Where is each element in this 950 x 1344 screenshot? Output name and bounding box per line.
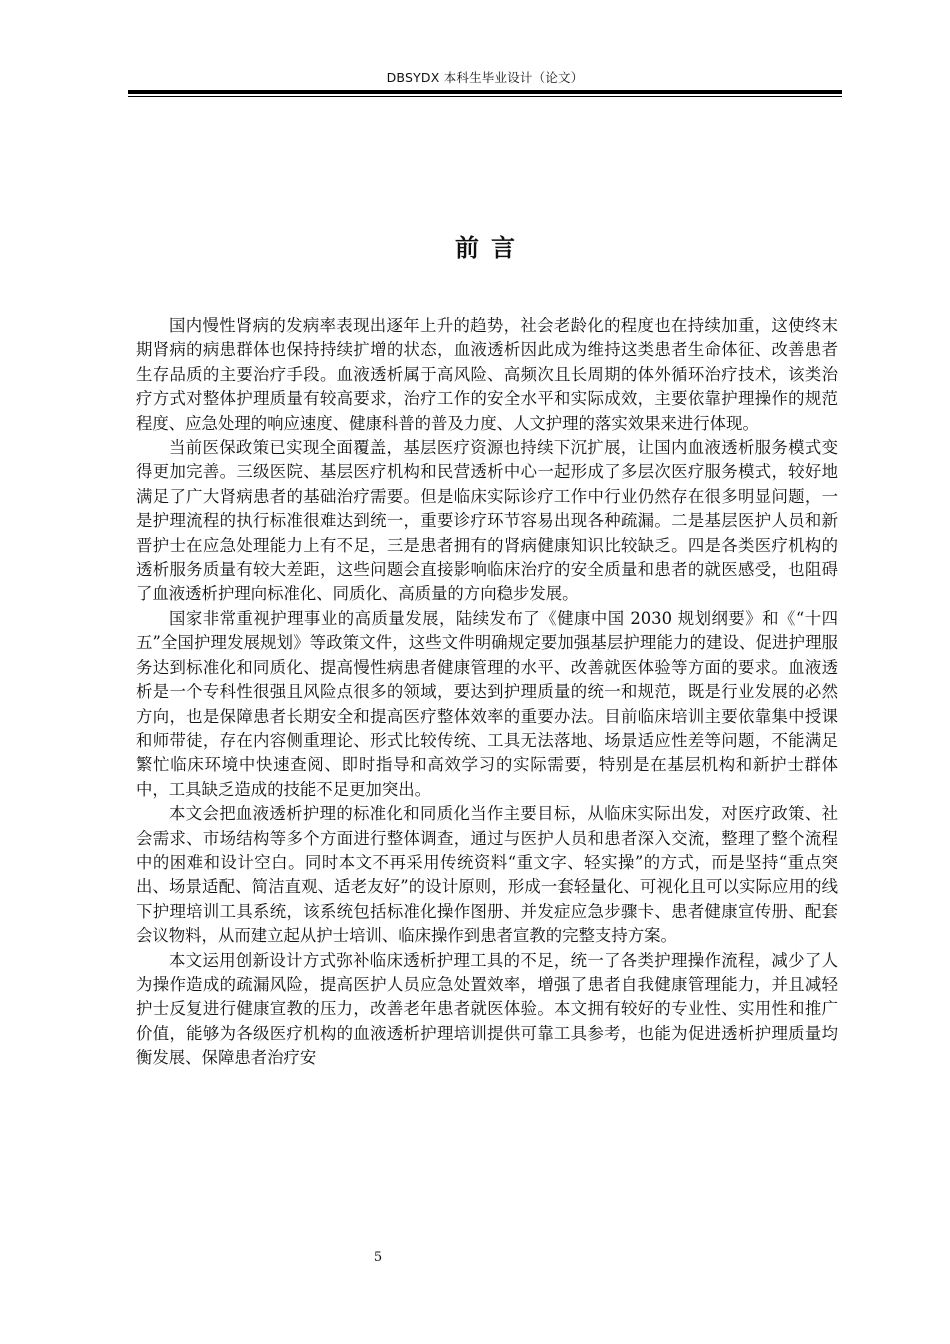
header-rule-thick bbox=[128, 90, 842, 94]
paragraph: 本文运用创新设计方式弥补临床透析护理工具的不足，统一了各类护理操作流程，减少了人为操作造成的疏漏风险，提高医护人员应急处置效率，增强了患者自我健康管理能力，并且减轻护士反复进行健康宣教的压力，改善老年患者就医体验。本文拥有较好的专业性、实用性和推广价值，能够为各级医疗机构的血液透析护理培训提供可靠工具参考，也能为促进透析护理质量均衡发展、保障患者治疗安 bbox=[136, 950, 838, 1068]
paragraph: 当前医保政策已实现全面覆盖，基层医疗资源也持续下沉扩展，让国内血液透析服务模式变得更加完善。三级医院、基层医疗机构和民营透析中心一起形成了多层次医疗服务模式，较好地满足了广大肾病患者的基础治疗需要。但是临床实际诊疗工作中行业仍然存在很多明显问题，一是护理流程的执行标准很难达到统一，重要诊疗环节容易出现各种疏漏。二是基层医护人员和新晋护士在应急处理能力上有不足，三是患者拥有的肾病健康知识比较缺乏。四是各类医疗机构的透析服务质量有较大差距，这些问题会直接影响临床治疗的安全质量和患者的就医感受，也阻碍了血液透析护理向标准化、同质化、高质量的方向稳步发展。 bbox=[136, 438, 838, 604]
paragraph: 国内慢性肾病的发病率表现出逐年上升的趋势，社会老龄化的程度也在持续加重，这使终末期肾病的病患群体也保持持续扩增的状态，血液透析因此成为维持这类患者生命体征、改善患者生存品质的主要治疗手段。血液透析属于高风险、高频次且长周期的体外循环治疗技术，该类治疗方式对整体护理质量有较高要求，治疗工作的安全水平和实际成效，主要依靠护理操作的规范程度、应急处理的响应速度、健康科普的普及力度、人文护理的落实效果来进行体现。 bbox=[136, 316, 838, 433]
page-title: 前言 bbox=[455, 234, 527, 262]
header-rule-thin bbox=[128, 96, 842, 97]
body-text bbox=[136, 314, 838, 1071]
paragraph: 国家非常重视护理事业的高质量发展，陆续发布了《健康中国 2030 规划纲要》和《“十四五”全国护理发展规划》等政策文件，这些文件明确规定要加强基层护理能力的建设、促进护理服务达到标准化和同质化、提高慢性病患者健康管理的水平、改善就医体验等方面的要求。血液透析是一个专科性很强且风险点很多的领域，要达到护理质量的统一和规范，既是行业发展的必然方向，也是保障患者长期安全和提高医疗整体效率的重要办法。目前临床培训主要依靠集中授课和师带徒，存在内容侧重理论、形式比较传统、工具无法落地、场景适应性差等问题，不能满足繁忙临床环境中快速查阅、即时指导和高效学习的实际需要，特别是在基层机构和新护士群体中，工具缺乏造成的技能不足更加突出。 bbox=[136, 608, 838, 799]
running-header: DBSYDX 本科生毕业设计（论文） bbox=[386, 70, 584, 85]
paragraph: 本文会把血液透析护理的标准化和同质化当作主要目标，从临床实际出发，对医疗政策、社会需求、市场结构等多个方面进行整体调查，通过与医护人员和患者深入交流，整理了整个流程中的困难和设计空白。同时本文不再采用传统资料“重文字、轻实操”的方式，而是坚持“重点突出、场景适配、简洁直观、适老友好”的设计原则，形成一套轻量化、可视化且可以实际应用的线下护理培训工具系统，该系统包括标准化操作图册、并发症应急步骤卡、患者健康宣传册、配套会议物料，从而建立起从护士培训、临床操作到患者宣教的完整支持方案。 bbox=[136, 804, 838, 946]
page-number: 5 bbox=[373, 1250, 383, 1265]
